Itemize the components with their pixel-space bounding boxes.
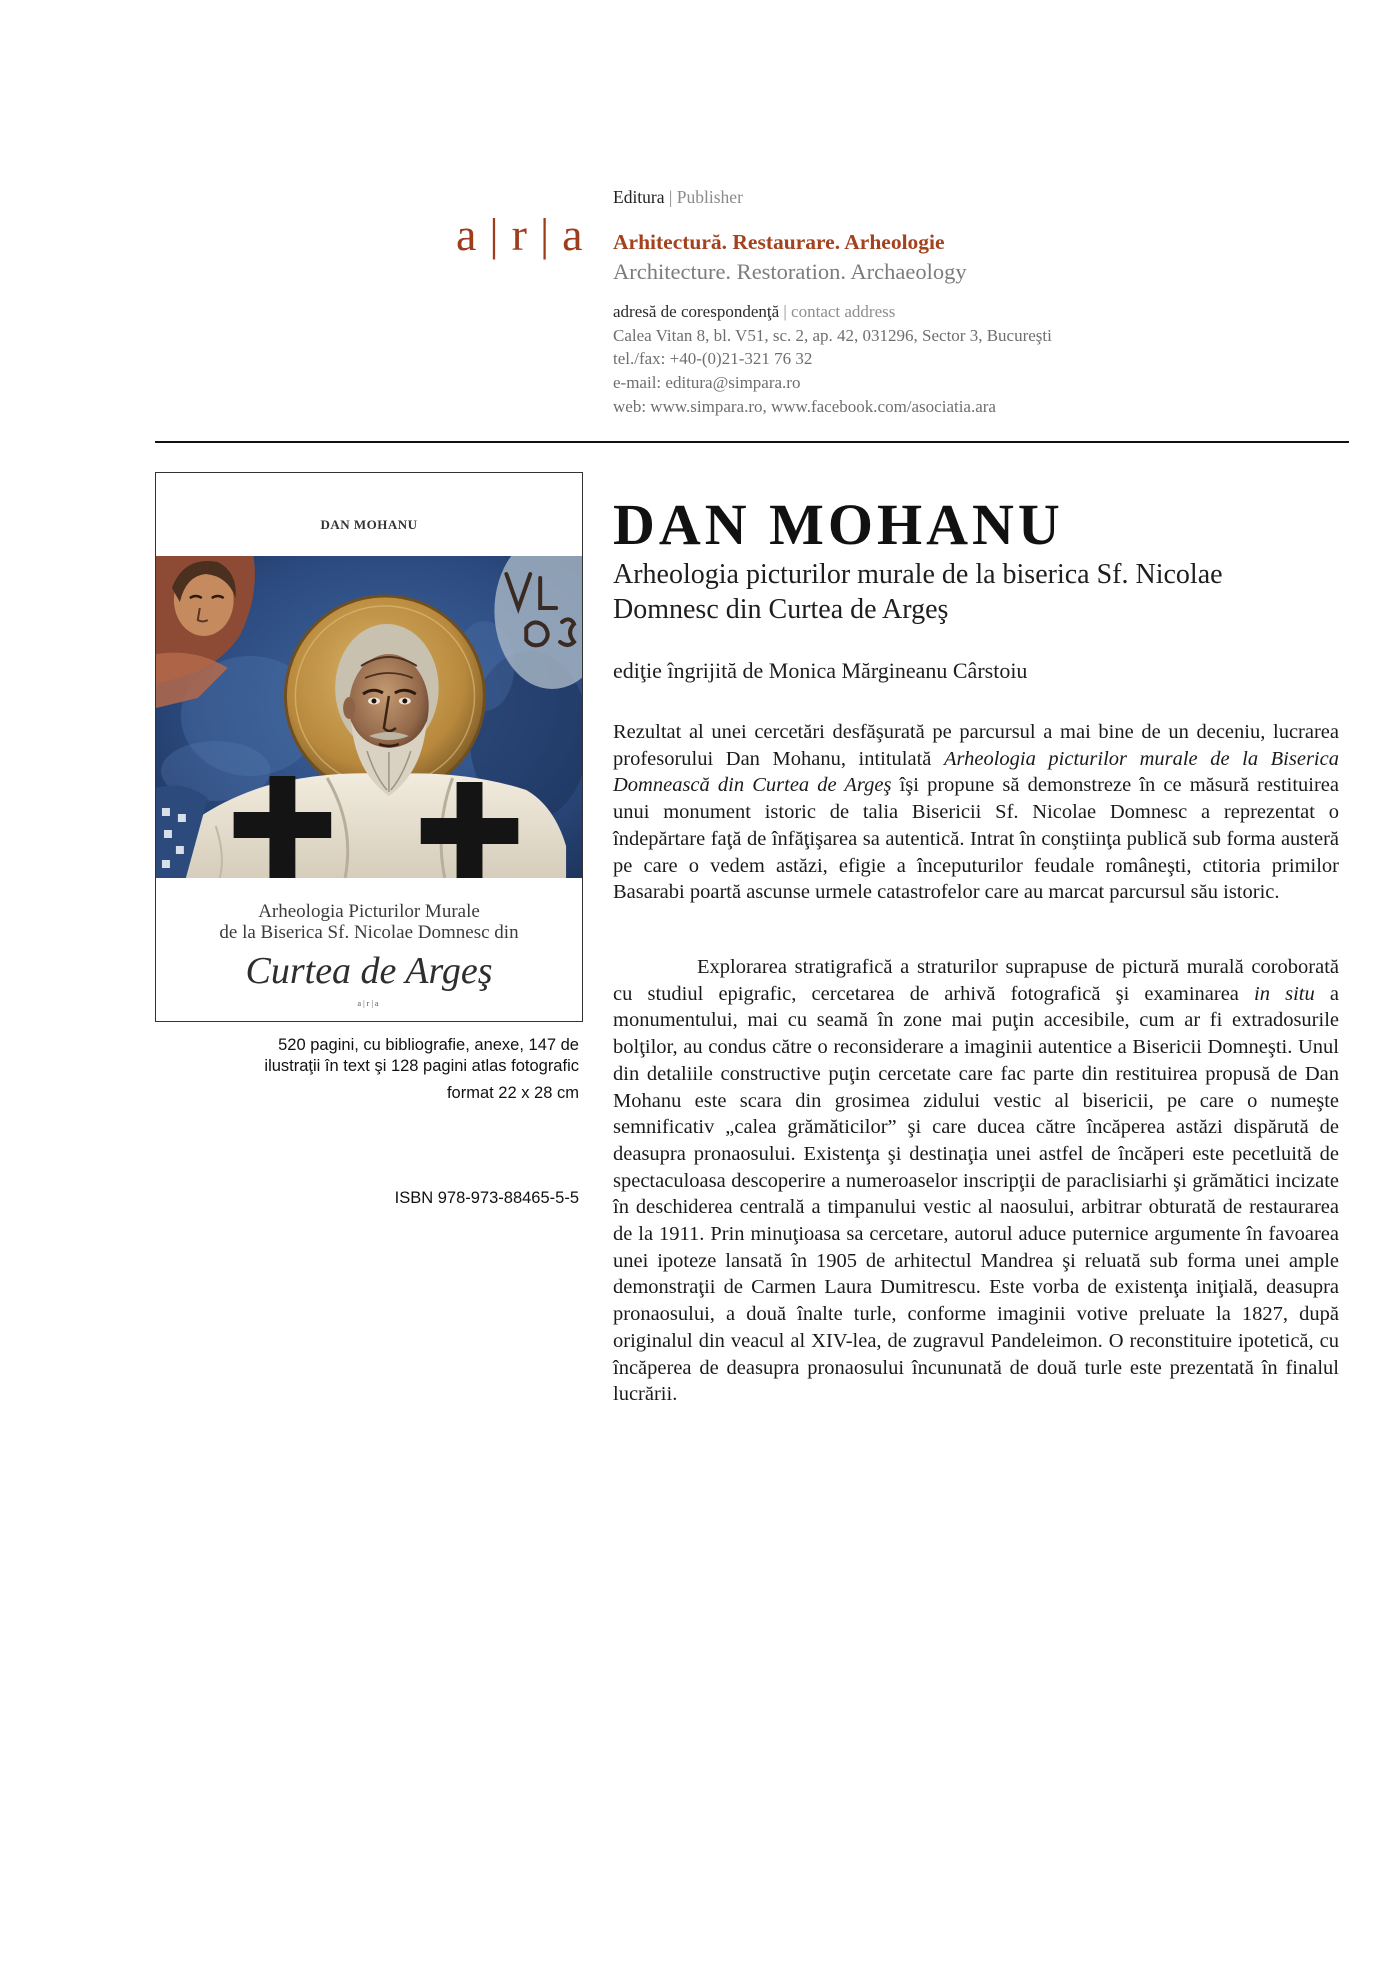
book-details-line-2: ilustraţii în text şi 128 pagini atlas fotografic	[264, 1057, 579, 1075]
cover-title-line-2: de la Biserica Sf. Nicolae Domnesc din	[219, 922, 519, 943]
book-format: format 22 x 28 cm	[446, 1084, 579, 1102]
book-cover	[155, 472, 583, 1022]
publisher-line	[613, 186, 743, 208]
publisher-separator: |	[668, 187, 673, 207]
cover-title-line-1: Arheologia Picturilor Murale	[258, 901, 480, 922]
phone-fax: tel./fax: +40-(0)21-321 76 32	[613, 349, 813, 368]
email-address: e-mail: editura@simpara.ro	[613, 373, 801, 392]
paragraph-2-text-start: Explorarea stratigrafică a straturilor suprapuse de pictură murală coroborată cu studiul epigrafic, cercetarea de arhivă fotografică şi examinarea	[613, 956, 1339, 1005]
paragraph-2-italic-term: in situ	[1254, 982, 1315, 1005]
publisher-label-en: Publisher	[676, 187, 743, 207]
contact-address-label	[613, 301, 895, 323]
cover-author: DAN MOHANU	[320, 517, 418, 532]
description-paragraph-1	[613, 719, 1339, 906]
cover-title-line-3: Curtea de Argeş	[245, 950, 493, 992]
cover-fresco-image	[156, 556, 582, 878]
contact-label-ro: adresă de corespondenţă	[613, 302, 780, 321]
header-divider	[155, 441, 1349, 443]
tagline-ro: Arhitectură. Restaurare. Arheologie	[613, 230, 945, 254]
paragraph-1-italic-title: Arheologia picturilor murale de la Biserica Domnească din Curtea de Argeş	[613, 747, 1339, 797]
description-paragraph-2	[613, 954, 1339, 1408]
tagline-en: Architecture. Restoration. Archaeology	[613, 259, 967, 284]
paragraph-1-text-end: îşi propune să demonstreze în ce măsură restituirea unui monument istoric de talia Bisericii Sf. Nicolae Domnesc a reprezentat o îndepărtare faţă de înfăţişarea sa autentică. Intrat în conştiinţa publică sub forma austeră pe care o vedem astăzi, efigie a începuturilor feudale româneşti, ctitoria primilor Basarabi poartă ascunse urmele catastrofelor care au marcat parcursul său istoric.	[613, 774, 1339, 904]
web-addresses: web: www.simpara.ro, www.facebook.com/asociatia.ara	[613, 397, 996, 416]
paragraph-2-text-end: a monumentului, mai cu seamă în zone mai puţin accesibile, cum ar fi extradosurile bolţilor, au condus către o reconsiderare a imaginii autentice a Bisericii Domneşti. Unul din detaliile constructive puţin cercetate care fac parte din restituirea propusă de Dan Mohanu este scara din grosimea zidului vestic al bisericii, pe care o numeşte semnificativ „calea grămăticilor” şi care ducea către încăperea astăzi dispărută de deasupra pronaosului. Existenţa şi destinaţia unei astfel de încăperi este pecetluită de spectaculoasa descoperire a numeroaselor inscripţii de paraclisiarhi şi grămătici incizate în deschiderea centrală a timpanului vestic al naosului, arbitrar obturată de restaurarea de la 1911. Prin minuţioasa sa cercetare, autorul aduce puternice argumente în favoarea unei ipoteze lansată în 1905 de arhitectul Mandrea şi reluată sub forma unei ample demonstraţii de Carmen Laura Dumitrescu. Este vorba de existenţa iniţială, deasupra pronaosului, a două înalte turle, conforme imaginii votive preluate la 1827, după originalul din veacul al XIV-lea, de zugravul Pandeleimon. O reconstituire ipotetică, cu încăperea de deasupra pronaosului încununată de două turle este prezentată în finalul lucrării.	[613, 982, 1339, 1406]
book-details-line-1: 520 pagini, cu bibliografie, anexe, 147 de	[278, 1036, 579, 1054]
book-title-line-2: Domnesc din Curtea de Argeş	[613, 594, 949, 625]
contact-label-separator: |	[783, 302, 787, 321]
cover-ara-logo: a|r|a	[357, 999, 381, 1008]
ara-logo: a|r|a	[456, 209, 596, 260]
book-author-heading: DAN MOHANU	[613, 492, 1064, 557]
publisher-label-ro: Editura	[613, 187, 665, 207]
paragraph-1-text-start: Rezultat al unei cercetări desfăşurată pe parcursul a mai bine de un deceniu, lucrarea profesorului Dan Mohanu, intitulată	[613, 721, 1339, 770]
book-title	[613, 557, 1339, 627]
book-title-line-1: Arheologia picturilor murale de la biserica Sf. Nicolae	[613, 559, 1223, 590]
book-editor: ediţie îngrijită de Monica Mărgineanu Cârstoiu	[613, 658, 1028, 683]
postal-address: Calea Vitan 8, bl. V51, sc. 2, ap. 42, 031296, Sector 3, Bucureşti	[613, 326, 1052, 345]
book-isbn: ISBN 978-973-88465-5-5	[394, 1189, 579, 1207]
contact-label-en: contact address	[791, 302, 896, 321]
